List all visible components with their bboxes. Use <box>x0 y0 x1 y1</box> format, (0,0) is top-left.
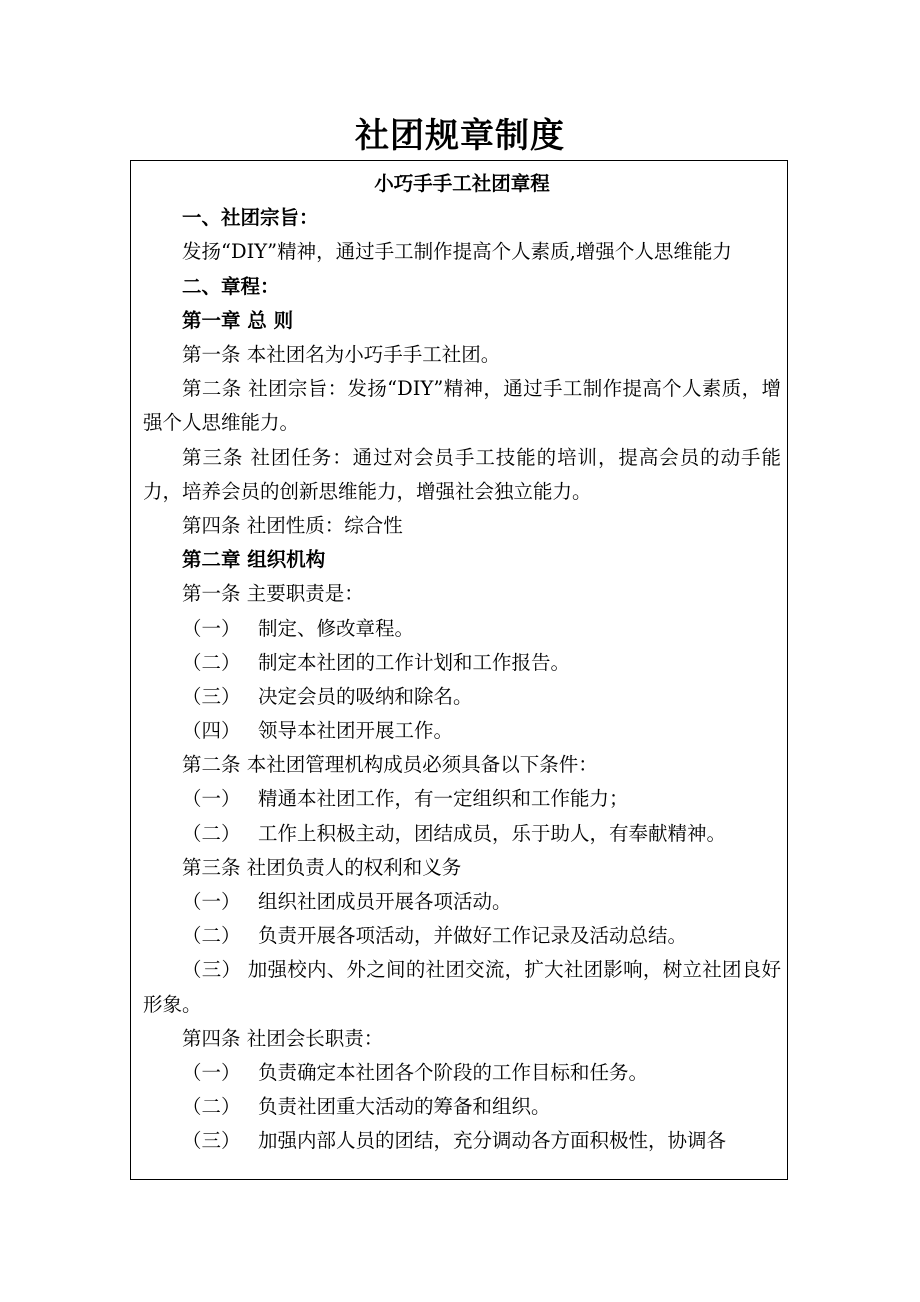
list-item <box>143 714 781 748</box>
list-item <box>143 1056 781 1090</box>
item-text: 决定会员的吸纳和除名。 <box>258 684 473 708</box>
chapter-2-article-3: 第三条 社团负责人的权利和义务 <box>182 855 462 879</box>
list-item <box>143 782 781 816</box>
item-number: （二） <box>182 650 241 674</box>
chapter-1-article-1: 第一条 本社团名为小巧手手工社团。 <box>182 342 501 366</box>
item-text: 负责开展各项活动，并做好工作记录及活动总结。 <box>258 924 688 948</box>
item-number: （四） <box>182 719 241 743</box>
list-item <box>143 646 781 680</box>
list-item <box>143 919 781 953</box>
item-number: （三） <box>182 684 241 708</box>
list-item <box>143 817 781 851</box>
list-item <box>143 885 781 919</box>
chapter-2-article-4: 第四条 社团会长职责： <box>182 1026 384 1050</box>
content-frame <box>130 160 788 1180</box>
charter-content <box>143 167 781 1159</box>
item-number: （一） <box>182 890 241 914</box>
item-text: 负责社团重大活动的筹备和组织。 <box>258 1095 551 1119</box>
item-text: 制定、修改章程。 <box>258 616 415 640</box>
section-1-heading: 一、社团宗旨： <box>182 206 319 230</box>
document-title: 社团规章制度 <box>355 116 565 156</box>
chapter-2-article-2: 第二条 本社团管理机构成员必须具备以下条件： <box>182 753 598 777</box>
chapter-2-article-1: 第一条 主要职责是： <box>182 582 364 606</box>
item-text: 领导本社团开展工作。 <box>258 719 454 743</box>
item-number: （二） <box>182 821 241 845</box>
list-item <box>143 1090 781 1124</box>
chapter-1-article-3: 第三条 社团任务：通过对会员手工技能的培训，提高会员的动手能力，培养会员的创新思维能力，增强社会独立能力。 <box>143 445 781 503</box>
section-1-text: 发扬“DIY”精神，通过手工制作提高个人素质,增强个人思维能力 <box>182 240 732 264</box>
item-text: 负责确定本社团各个阶段的工作目标和任务。 <box>258 1060 649 1084</box>
charter-heading: 小巧手手工社团章程 <box>374 172 550 195</box>
item-number: （一） <box>182 616 241 640</box>
list-item-wrapped: （三） 加强校内、外之间的社团交流，扩大社团影响，树立社团良好形象。 <box>143 958 781 1016</box>
chapter-1-article-2: 第二条 社团宗旨：发扬“DIY”精神，通过手工制作提高个人素质，增强个人思维能力。 <box>143 377 781 435</box>
item-text: 工作上积极主动，团结成员，乐于助人，有奉献精神。 <box>258 821 727 845</box>
item-text: 精通本社团工作，有一定组织和工作能力； <box>258 787 629 811</box>
list-item <box>143 1124 781 1158</box>
item-text: 制定本社团的工作计划和工作报告。 <box>258 650 571 674</box>
item-number: （一） <box>182 1060 241 1084</box>
item-number: （二） <box>182 1095 241 1119</box>
item-number: （二） <box>182 924 241 948</box>
section-2-heading: 二、章程： <box>182 274 280 298</box>
list-item <box>143 612 781 646</box>
item-text: 加强内部人员的团结，充分调动各方面积极性，协调各 <box>258 1129 727 1153</box>
item-text: 组织社团成员开展各项活动。 <box>258 890 512 914</box>
chapter-1-heading: 第一章 总 则 <box>182 308 294 332</box>
item-number: （一） <box>182 787 241 811</box>
chapter-2-heading: 第二章 组织机构 <box>182 548 326 572</box>
chapter-1-article-4: 第四条 社团性质：综合性 <box>182 513 403 537</box>
item-number: （三） <box>182 1129 241 1153</box>
list-item <box>143 680 781 714</box>
